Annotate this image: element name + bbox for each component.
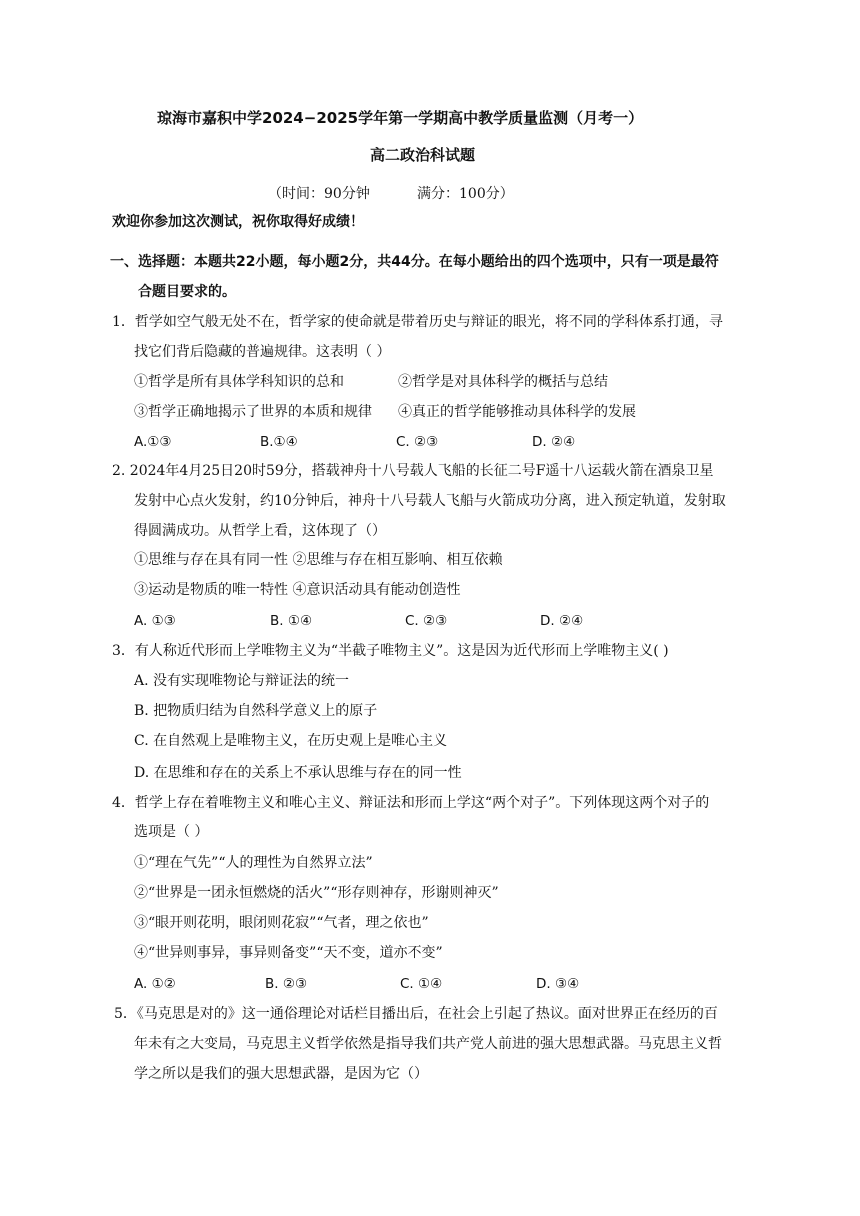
q1-statement-2: ②哲学是对具体科学的概括与总结 <box>398 374 608 390</box>
q1-statement-1: ①哲学是所有具体学科知识的总和 <box>134 374 344 390</box>
q2-option-b: B. ①④ <box>270 613 313 629</box>
q4-option-c: C. ①④ <box>400 976 443 992</box>
q2-stem-line2: 发射中心点火发射，约10分钟后，神舟十八号载人飞船与火箭成功分离，进入预定轨道，发射取 <box>134 493 726 509</box>
q2-stem-line1: 2. 2024年4月25日20时59分，搭载神舟十八号载人飞船的长征二号F遥十八运载火箭在酒泉卫星 <box>112 463 714 479</box>
q4-option-a: A. ①② <box>134 976 176 992</box>
q3-option-d: D. 在思维和存在的关系上不承认思维与存在的同一性 <box>134 765 462 781</box>
q2-option-c: C. ②③ <box>405 613 448 629</box>
q4-option-b: B. ②③ <box>265 976 308 992</box>
q1-statement-4: ④真正的哲学能够推动具体科学的发展 <box>398 404 636 420</box>
q2-statements-3-4: ③运动是物质的唯一特性 ④意识活动具有能动创造性 <box>134 582 461 598</box>
q2-option-a: A. ①③ <box>134 613 176 629</box>
exam-time: （时间：90分钟 <box>268 186 370 202</box>
q3-option-c: C. 在自然观上是唯物主义，在历史观上是唯心主义 <box>134 733 448 749</box>
exam-subtitle: 高二政治科试题 <box>370 146 476 164</box>
q1-stem-line2: 找它们背后隐藏的普遍规律。这表明（ ） <box>134 344 391 360</box>
q2-option-d: D. ②④ <box>540 613 584 629</box>
q5-stem-line1: 5．《马克思是对的》这一通俗理论对话栏目播出后，在社会上引起了热议。面对世界正在经历的百 <box>114 1006 718 1022</box>
q1-statement-3: ③哲学正确地揭示了世界的本质和规律 <box>134 404 372 420</box>
q1-option-c: C. ②③ <box>396 434 439 450</box>
q4-statement-3: ③“眼开则花明，眼闭则花寂”“气者，理之依也” <box>134 915 429 931</box>
q2-statements-1-2: ①思维与存在具有同一性 ②思维与存在相互影响、相互依赖 <box>134 552 503 568</box>
q2-stem-line3: 得圆满成功。从哲学上看，这体现了（） <box>134 523 386 539</box>
q3-option-a: A. 没有实现唯物论与辩证法的统一 <box>134 673 350 689</box>
q4-statement-1: ①“理在气先”“人的理性为自然界立法” <box>134 855 373 871</box>
q1-option-d: D. ②④ <box>532 434 576 450</box>
q4-stem-line1: 4．哲学上存在着唯物主义和唯心主义、辩证法和形而上学这“两个对子”。下列体现这两个对子的 <box>112 795 710 811</box>
section-heading-line1: 一、选择题：本题共22小题，每小题2分，共44分。在每小题给出的四个选项中，只有一项是最符 <box>110 254 719 270</box>
q4-statement-2: ②“世界是一团永恒燃烧的活火”“形存则神存，形谢则神灭” <box>134 885 499 901</box>
q4-stem-line2: 选项是（ ） <box>134 824 209 840</box>
q5-stem-line2: 年未有之大变局，马克思主义哲学依然是指导我们共产党人前进的强大思想武器。马克思主义哲 <box>134 1036 722 1052</box>
q1-option-a: A.①③ <box>134 434 172 450</box>
q1-option-b: B.①④ <box>260 434 298 450</box>
q4-statement-4: ④“世异则事异，事异则备变”“天不变，道亦不变” <box>134 945 443 961</box>
q5-stem-line3: 学之所以是我们的强大思想武器，是因为它（） <box>134 1066 428 1082</box>
q3-stem: 3．有人称近代形而上学唯物主义为“半截子唯物主义”。这是因为近代形而上学唯物主义( ) <box>112 643 669 659</box>
section-heading-line2: 合题目要求的。 <box>138 284 236 300</box>
exam-score: 满分：100分） <box>417 186 514 202</box>
exam-title: 琼海市嘉积中学2024−2025学年第一学期高中教学质量监测（月考一） <box>157 109 644 127</box>
q1-stem-line1: 1．哲学如空气般无处不在，哲学家的使命就是带着历史与辩证的眼光，将不同的学科体系打通，寻 <box>112 314 723 330</box>
greeting: 欢迎你参加这次测试，祝你取得好成绩！ <box>112 214 364 230</box>
q3-option-b: B. 把物质归结为自然科学意义上的原子 <box>134 703 378 719</box>
q4-option-d: D. ③④ <box>536 976 580 992</box>
